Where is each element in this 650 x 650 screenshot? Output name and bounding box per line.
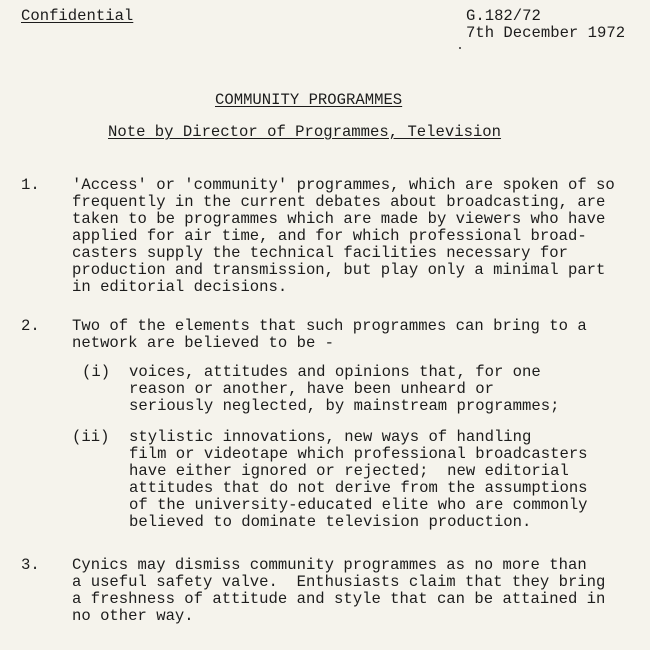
text-line: a useful safety valve. Enthusiasts claim that they bring — [72, 573, 606, 591]
text-line: film or videotape which professional broadcasters — [129, 445, 588, 463]
text-line: production and transmission, but play only a minimal part — [72, 261, 606, 279]
list-item — [129, 364, 559, 415]
text-line: network are believed to be - — [72, 334, 335, 352]
paragraph-number: 2. — [21, 317, 40, 335]
stray-mark — [459, 47, 461, 49]
text-line: frequently in the current debates about broadcasting, are — [72, 193, 606, 211]
text-line: a freshness of attitude and style that can be attained in — [72, 590, 606, 608]
paragraph-3 — [72, 557, 605, 625]
text-line: Two of the elements that such programmes can bring to a — [72, 317, 587, 335]
text-line: Cynics may dismiss community programmes as no more than — [72, 556, 587, 574]
list-item-label: (ii) — [72, 428, 110, 446]
text-line: no other way. — [72, 607, 194, 625]
paragraph-1 — [72, 177, 615, 296]
text-line: casters supply the technical facilities necessary for — [72, 244, 568, 262]
text-line: applied for air time, and for which professional broad- — [72, 227, 587, 245]
text-line: 'Access' or 'community' programmes, which are spoken of so — [72, 176, 615, 194]
text-line: have either ignored or rejected; new editorial — [129, 462, 569, 480]
page-title: COMMUNITY PROGRAMMES — [215, 91, 403, 109]
text-line: of the university-educated elite who are commonly — [129, 496, 588, 514]
text-line: taken to be programmes which are made by viewers who have — [72, 210, 606, 228]
text-line: stylistic innovations, new ways of handling — [129, 428, 532, 446]
paragraph-2 — [72, 318, 587, 352]
document-date: 7th December 1972 — [466, 24, 626, 42]
classification-label: Confidential — [21, 7, 134, 25]
paragraph-number: 3. — [21, 556, 40, 574]
reference-number: G.182/72 — [466, 7, 541, 25]
text-line: voices, attitudes and opinions that, for one — [129, 363, 541, 381]
page-subtitle: Note by Director of Programmes, Television — [108, 123, 502, 141]
text-line: reason or another, have been unheard or — [129, 380, 494, 398]
list-item-label: (i) — [82, 363, 111, 381]
text-line: seriously neglected, by mainstream programmes; — [129, 397, 560, 415]
text-line: in editorial decisions. — [72, 278, 288, 296]
text-line: attitudes that do not derive from the assumptions — [129, 479, 588, 497]
list-item — [129, 429, 588, 531]
paragraph-number: 1. — [21, 176, 40, 194]
text-line: believed to dominate television production. — [129, 513, 532, 531]
